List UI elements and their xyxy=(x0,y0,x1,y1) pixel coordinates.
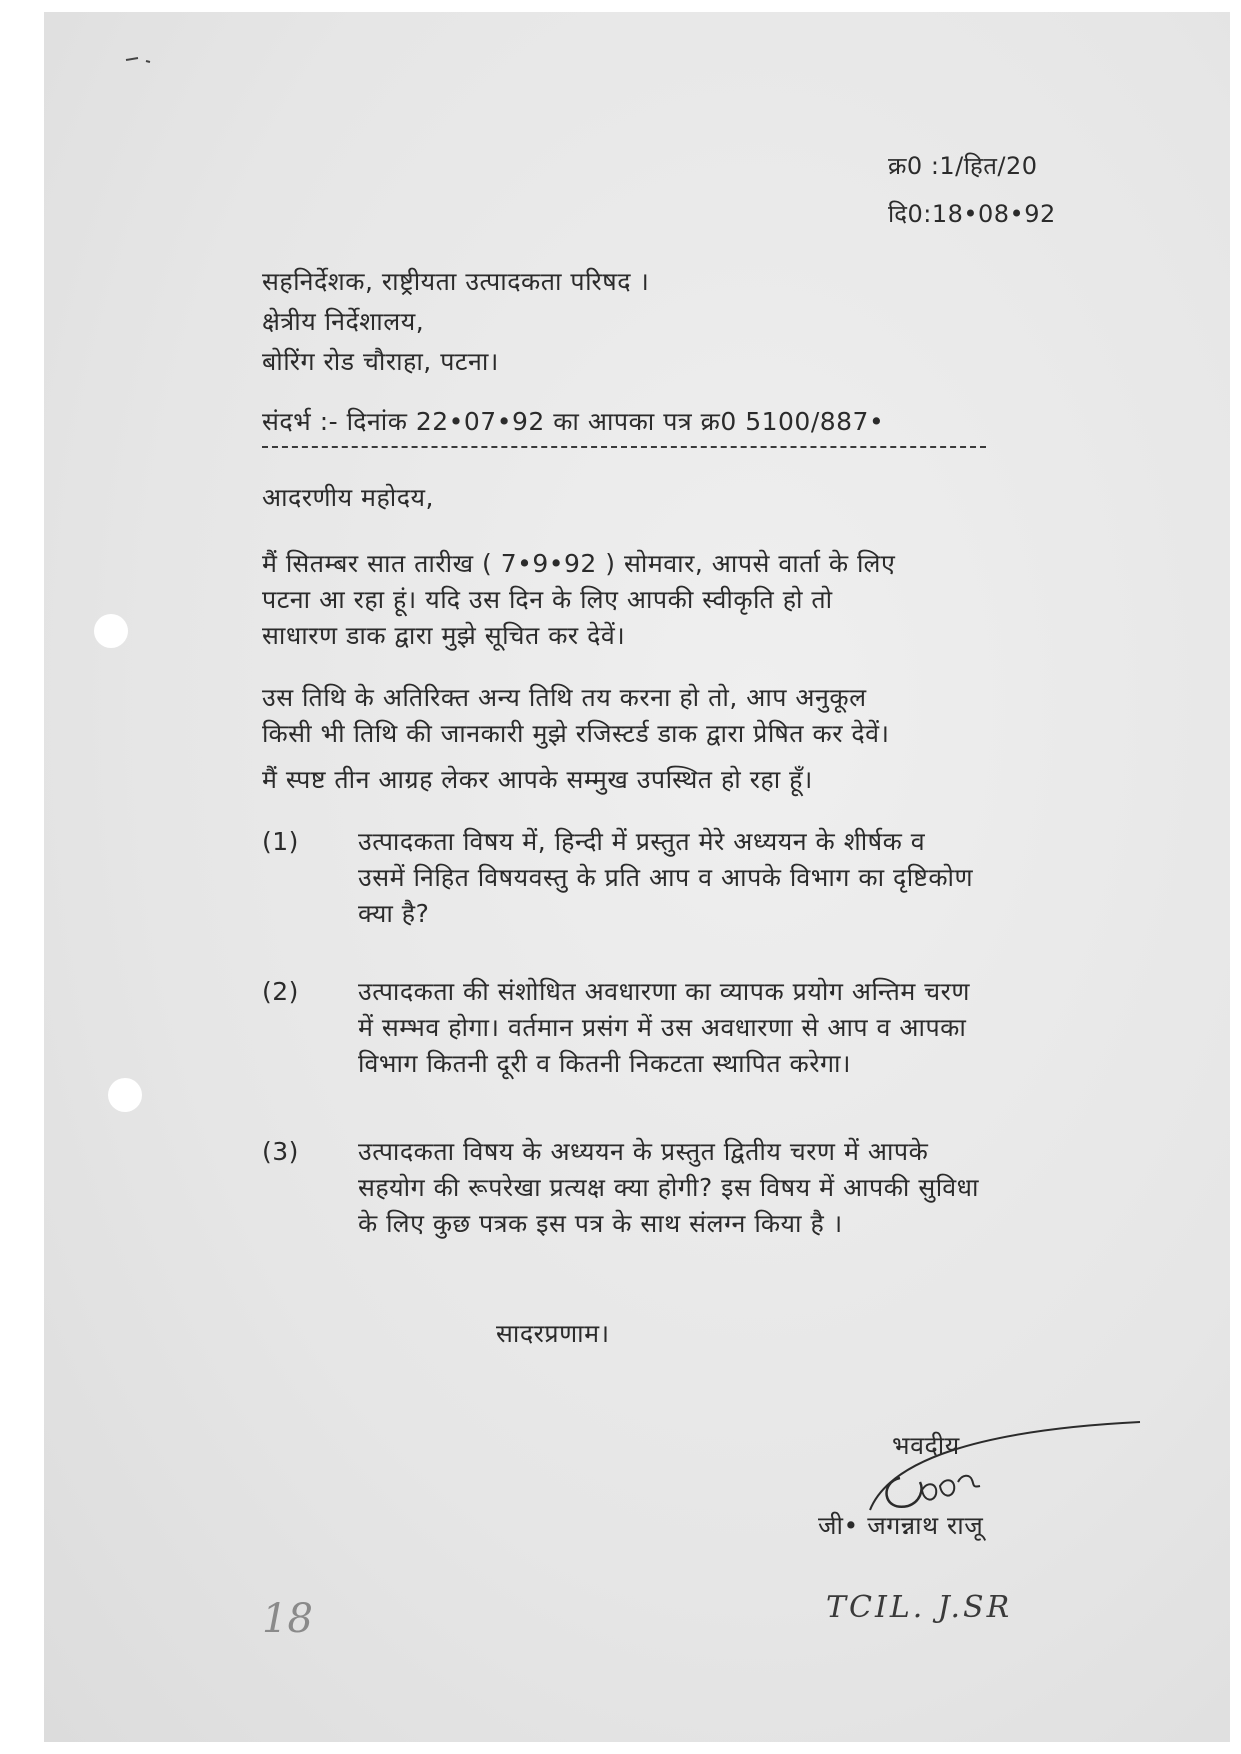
item-line: उत्पादकता की संशोधित अवधारणा का व्यापक प्रयोग अन्तिम चरण xyxy=(358,977,970,1006)
item-line: में सम्भव होगा। वर्तमान प्रसंग में उस अवधारणा से आप व आपका xyxy=(358,1013,967,1042)
item-line: के लिए कुछ पत्रक इस पत्र के साथ संलग्न किया है । xyxy=(358,1209,843,1238)
subject-line: संदर्भ :- दिनांक 22•07•92 का आपका पत्र क्र0 5100/887• xyxy=(262,407,885,436)
item-number: (3) xyxy=(262,1137,299,1166)
item-line: सहयोग की रूपरेखा प्रत्यक्ष क्या होगी? इस विषय में आपकी सुविधा xyxy=(358,1173,979,1202)
punch-hole xyxy=(94,614,128,648)
salutation: आदरणीय महोदय, xyxy=(262,483,434,512)
item-line: उसमें निहित विषयवस्तु के प्रति आप व आपके विभाग का दृष्टिकोण xyxy=(358,863,974,892)
paragraph-line: किसी भी तिथि की जानकारी मुझे रजिस्टर्ड डाक द्वारा प्रेषित कर देवें। xyxy=(262,719,890,748)
closing: सादरप्रणाम। xyxy=(496,1319,610,1348)
signatory-name: जी• जगन्नाथ राजू xyxy=(818,1511,984,1540)
signoff: भवदीय xyxy=(892,1431,960,1460)
item-line: क्या है? xyxy=(358,899,430,928)
address-line: सहनिर्देशक, राष्ट्रीयता उत्पादकता परिषद । xyxy=(262,267,650,296)
item-number: (1) xyxy=(262,827,299,856)
punch-hole xyxy=(108,1078,142,1112)
subject-underline xyxy=(262,446,986,448)
paragraph-line: साधारण डाक द्वारा मुझे सूचित कर देवें। xyxy=(262,621,626,650)
reference-number: क्र0 :1/हित/20 xyxy=(888,152,1038,180)
page-number: 18 xyxy=(262,1596,313,1642)
address-line: क्षेत्रीय निर्देशालय, xyxy=(262,307,425,336)
item-line: उत्पादकता विषय के अध्ययन के प्रस्तुत द्वितीय चरण में आपके xyxy=(358,1137,929,1166)
paragraph-line: पटना आ रहा हूं। यदि उस दिन के लिए आपकी स्वीकृति हो तो xyxy=(262,585,833,614)
item-line: उत्पादकता विषय में, हिन्दी में प्रस्तुत मेरे अध्ययन के शीर्षक व xyxy=(358,827,926,856)
item-line: विभाग कितनी दूरी व कितनी निकटता स्थापित करेगा। xyxy=(358,1049,851,1078)
letter-date: दि0:18•08•92 xyxy=(888,200,1056,228)
paragraph-line: मैं सितम्बर सात तारीख ( 7•9•92 ) सोमवार, आपसे वार्ता के लिए xyxy=(262,549,896,578)
handwritten-note: TCIL. J.SR xyxy=(826,1590,1013,1625)
address-line: बोरिंग रोड चौराहा, पटना। xyxy=(262,347,499,376)
paragraph-line: उस तिथि के अतिरिक्त अन्य तिथि तय करना हो तो, आप अनुकूल xyxy=(262,683,867,712)
item-number: (2) xyxy=(262,977,299,1006)
ink-mark xyxy=(124,52,164,66)
paragraph-line: मैं स्पष्ट तीन आग्रह लेकर आपके सम्मुख उपस्थित हो रहा हूँ। xyxy=(262,765,813,794)
